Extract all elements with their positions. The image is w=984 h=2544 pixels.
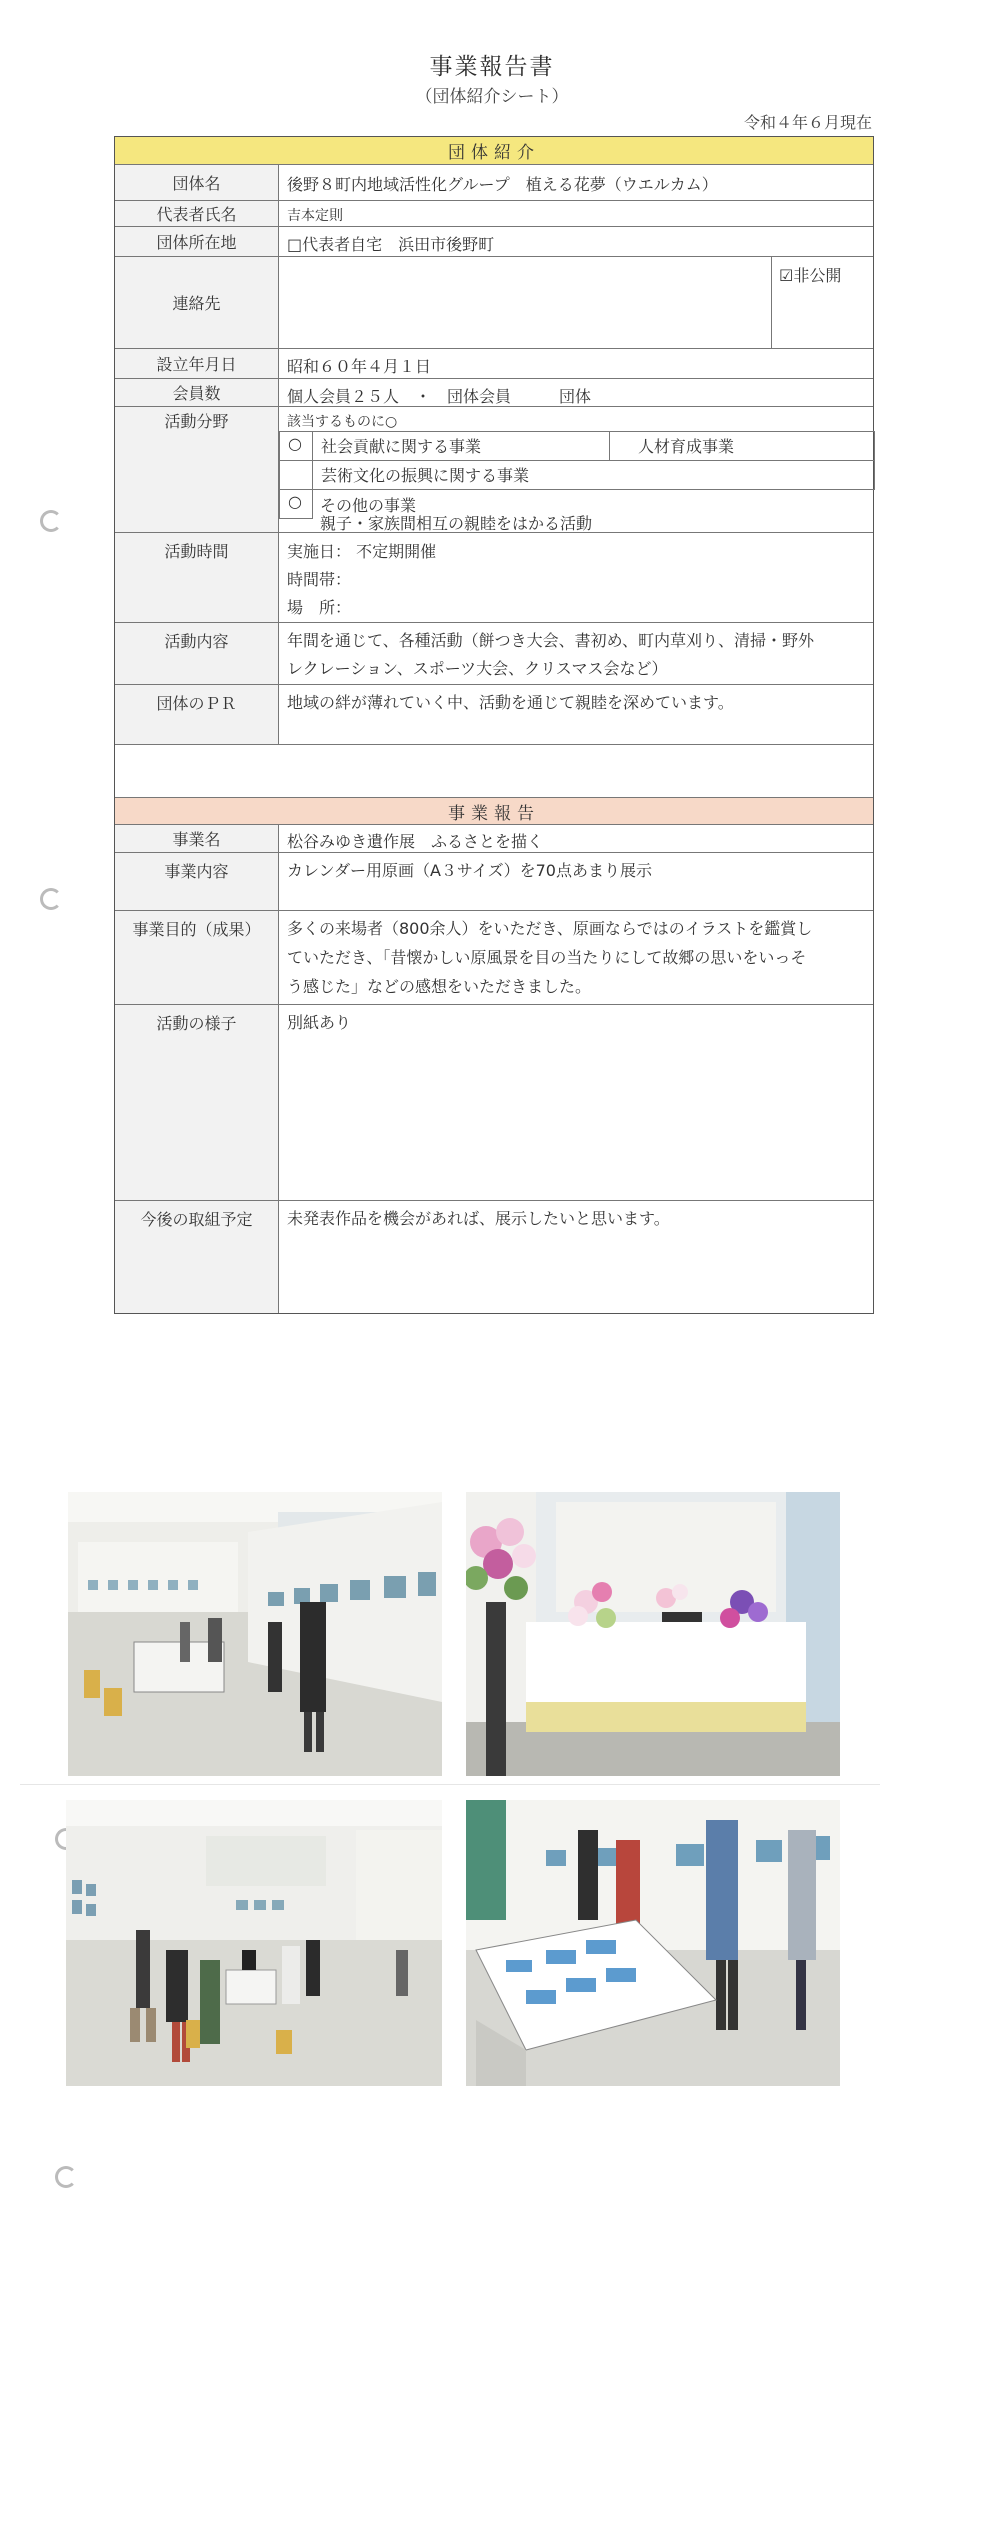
content-label: 活動内容 [115,623,279,684]
purpose-line-3: う感じた」などの感想をいただきました。 [287,977,592,996]
members-value: 個人会員２５人 ・ 団体会員 団体 [287,387,592,406]
purpose-line-1: 多くの来場者（800余人）をいただき、原画ならではのイラストを鑑賞し [287,919,813,938]
document-title: 事業報告書 [429,54,555,80]
report-detail-value: カレンダー用原画（A３サイズ）を70点あまり展示 [287,861,652,880]
report-table [114,136,874,1314]
report-activity-row [115,1005,873,1201]
field-arts: 芸術文化の振興に関する事業 [312,460,875,490]
report-plan-value: 未発表作品を機会があれば、展示したいと思います。 [287,1209,670,1228]
scan-line [20,1784,880,1785]
members-row [115,379,873,407]
rep-row [115,201,873,227]
pr-row [115,685,873,745]
report-date: 令和４年６月現在 [743,113,872,132]
contact-row [115,257,873,349]
content-row [115,623,873,685]
report-name-value: 松谷みゆき遺作展 ふるさとを描く [287,832,544,851]
field-note: 該当するものに○ [287,414,398,430]
exhibition-hall-photo [68,1492,442,1776]
group-name-row [115,165,873,201]
rep-value: 吉本定則 [287,208,343,224]
founded-row [115,349,873,379]
report-detail-label: 事業内容 [115,853,279,910]
purpose-line-2: ていただき、「昔懐かしい原風景を目の当たりにして故郷の思いをいっそ [287,948,807,967]
founded-label: 設立年月日 [115,349,279,378]
report-activity-label: 活動の様子 [115,1005,279,1200]
report-name-label: 事業名 [115,825,279,852]
binder-hole-icon [40,888,62,910]
binder-hole-icon [55,2166,77,2188]
field-other: その他の事業 [320,496,417,515]
time-place: 場 所： [287,598,352,617]
field-other-mark: ○ [279,489,313,519]
members-label: 会員数 [115,379,279,406]
visitors-photo [66,1800,442,2086]
address-row [115,227,873,257]
address-label: 団体所在地 [115,227,279,256]
contact-label: 連絡先 [115,257,279,348]
private-checkbox: ☑非公開 [779,266,842,285]
intro-header: 団体紹介 [115,137,873,165]
rep-label: 代表者氏名 [115,201,279,226]
display-table-photo [466,1800,840,2086]
report-plan-row [115,1201,873,1313]
field-social: 社会貢献に関する事業 [312,431,610,461]
address-value: □代表者自宅 浜田市後野町 [287,235,495,254]
document-subtitle: （団体紹介シート） [415,87,569,107]
report-purpose-label: 事業目的（成果） [115,911,279,1004]
field-row [115,407,873,533]
field-social-mark: ○ [279,431,313,461]
time-label: 活動時間 [115,533,279,622]
content-line-2: レクレーション、スポーツ大会、クリスマス会など） [287,659,668,678]
founded-value: 昭和６０年４月１日 [287,357,432,376]
time-row [115,533,873,623]
time-hours: 時間帯： [287,570,352,589]
group-name-label: 団体名 [115,165,279,200]
content-line-1: 年間を通じて、各種活動（餅つき大会、書初め、町内草刈り、清掃・野外 [287,631,815,650]
binder-hole-icon [40,510,62,532]
field-hr: 人材育成事業 [609,431,875,461]
report-activity-value: 別紙あり [287,1013,352,1032]
flower-arrangement-photo [466,1492,840,1776]
report-plan-label: 今後の取組予定 [115,1201,279,1313]
contact-divider [771,257,772,348]
time-day: 実施日： 不定期開催 [287,542,437,561]
field-other-detail: 親子・家族間相互の親睦をはかる活動 [320,514,593,533]
report-detail-row [115,853,873,911]
group-name-value: 後野８町内地域活性化グループ 植える花夢（ウエルカム） [287,175,718,194]
field-label: 活動分野 [115,407,279,532]
pr-label: 団体のＰＲ [115,685,279,744]
pr-value: 地域の絆が薄れていく中、活動を通じて親睦を深めています。 [287,693,734,712]
report-purpose-row [115,911,873,1005]
field-arts-mark [279,460,313,490]
report-name-row [115,825,873,853]
report-header: 事業報告 [115,797,873,825]
